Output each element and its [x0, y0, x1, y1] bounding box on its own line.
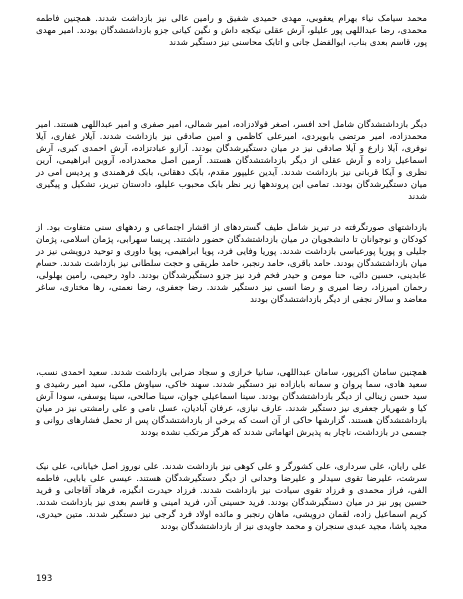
paragraph-1: محمد سیامک نیاء بهرام یعقوبی، مهدی حمیدی شفیق و رامین عالی نیز بازداشت شدند. همچنین فاطمه محمدی، رضا عبداللهی پور علیلو، آرش عقلی نیکجه داش و نگین کیانی جزو بازداشتشدگان بودند. امیر مهدی پور، قاسم بعدی بناب، ابوالفضل جانی و اتابک محاسنی نیز دستگیر شدند: [36, 14, 427, 48]
page-number: 193: [36, 574, 53, 584]
paragraph-3: بازداشتهای صورتگرفته در تبریز شامل طیف گستردهای از اقشار اجتماعی و ردههای سنی متفاوت بود. از کودکان و نوجوانان تا دانشجویان در میان بازداشتشدگان حضور داشتند. پریسا سهرابی، پژمان اسلامی، پژمان جلیلی و پوریا پورعباسی بازداشت شدند. پوریا وفایی فرد، پویا ابراهیمی، پویا داوری و توحید درویشی نیز در میان بازداشتشدگان بودند. حامد باقری، حامد رنجبر، حامد طریقی و حجت سلطانی نیز بازداشت شدند. حسام عابدینی، حسین دائی، حنا مومن و حیدر فخم فرد نیز جزو دستگیرشدگان بودند. داود رحیمی، رامین بهلولی، رحمان امیرزاد، رضا امیری و رضا انسی نیز دستگیر شدند. رضا جعفری، رضا نعمتی، رها مختاری، ساغر معاضد و سالار نجفی از دیگر بازداشتشدگان بودند: [36, 223, 427, 305]
paragraph-4: همچنین سامان اکبرپور، سامان عبداللهی، سانیا خرازی و سجاد ضرابی بازداشت شدند. سعید احمدی نسب، سعید هادی، سما پروان و سمانه بابازاده نیز دستگیر شدند. سهند خاکی، سیاوش ملکی، سید امیر رشیدی و سید حسن زینالی از دیگر بازداشتشدگان بودند. سینا اسماعیلی جوان، سینا صالحی، سینا یوسفی، سودا آرش کیا و شهریار جعفری نیز دستگیر شدند. عارف نیازی، عرفان آبادیان، عسل نامی و علی رامشتی نیز در میان بازداشتشدگان هستند. گزارشها حاکی از آن است که برخی از بازداشتشدگان پس از تحمل فشارهای روانی و جسمی در بازداشت، ناچار به پذیرش اتهاماتی شدند که هرگز مرتکب نشده بودند: [36, 368, 427, 438]
paragraph-5: علی رایان، علی سرداری، علی کشورگر و علی کوهی نیز بازداشت شدند. علی نوروز اصل خیابانی، علی نیک سرشت، علیرضا تقوی سیدلر و علیرضا وحدانی از دیگر دستگیرشدگان هستند. عیسی علی بابایی، فاطمه الفی، فراز محمدی و فرزاد تقوی سیادت نیز بازداشت شدند. فرزاد حیدرت انگیزه، فرهاد آقاجانی و فرید حسین پور نیز در میان دستگیرشدگان بودند. فرید حسینی آذر، فرید امینی و قاسم بعدی نیز بازداشت شدند. کریم اسماعیل زاده، لقمان درویشی، ماهان رنجبر و مائده اولاد فرد گرجی نیز دستگیر شدند. متین حیدری، مجید پاشا، مجید عبدی سنجران و محمد جاویدی نیز از بازداشتشدگان بودند: [36, 462, 427, 532]
paragraph-2: دیگر بازداشتشدگان شامل احد افسر، اصغر فولادزاده، امیر شمالی، امیر صفری و امیر عبداللهی هستند. امیر محمدزاده، امیر مرتضی بابویردی، امیرعلی کاظمی و امین صادقی نیز بازداشت شدند. آیلار غفاری، آیلا نوفری، آیلا زارع و آیلا صادقی نیز در میان دستگیرشدگان بودند. آرازو عبادتزاده، آرش احمدی کبری، آرش اسماعیل زاده و آرش عقلی از دیگر بازداشتشدگان هستند. آرمین اصل محمدزاده، آروین ابراهیمی، آرین نظری و آیکا قربانی نیز بازداشت شدند. آیدین علیپور مقدم، بابک دهقانی، بابک فرهمندی و پردیس امی در میان دستگیرشدگان بودند. تمامی این پروندهها زیر نظر بابک محبوب علیلو، دادستان تبریز، تشکیل و پیگیری شدند: [36, 120, 427, 202]
